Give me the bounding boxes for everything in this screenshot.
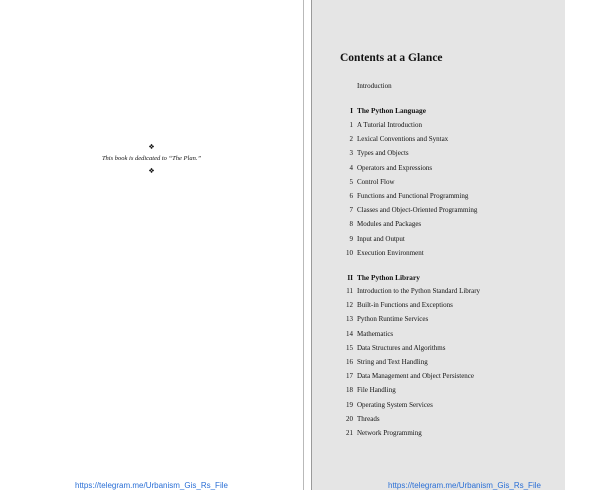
toc-chapter-number: 21 — [346, 429, 353, 437]
toc-chapter-number: 13 — [346, 315, 353, 323]
toc-chapter-title: String and Text Handling — [357, 358, 428, 366]
toc-chapter-number: 8 — [349, 220, 353, 228]
toc-chapter-title: Network Programming — [357, 429, 422, 437]
toc-chapter-number: 6 — [349, 192, 353, 200]
footer-link-right[interactable]: https://telegram.me/Urbanism_Gis_Rs_File — [388, 481, 541, 490]
toc-part-title: The Python Library — [357, 273, 420, 282]
footer-link-left[interactable]: https://telegram.me/Urbanism_Gis_Rs_File — [75, 481, 228, 490]
toc-chapter-title: Modules and Packages — [357, 220, 422, 228]
toc-chapter-number: 7 — [349, 206, 353, 214]
toc-chapter-number: 20 — [346, 415, 353, 423]
dedication-text: This book is dedicated to “The Plan.” — [101, 155, 202, 162]
toc-chapter-title: Python Runtime Services — [357, 315, 429, 323]
toc-chapter-title: File Handling — [357, 386, 396, 394]
toc-part-number: II — [347, 273, 353, 282]
page-dedication — [0, 0, 303, 490]
page-gutter — [304, 0, 311, 490]
contents-title: Contents at a Glance — [340, 52, 443, 64]
toc-part-number: I — [350, 106, 353, 115]
toc-chapter-number: 3 — [349, 149, 353, 157]
toc-chapter-number: 1 — [349, 121, 353, 129]
toc-chapter-title: Execution Environment — [357, 249, 424, 257]
toc-chapter-title: Data Management and Object Persistence — [357, 372, 475, 380]
toc-chapter-number: 5 — [349, 178, 353, 186]
toc-chapter-title: Types and Objects — [357, 149, 409, 157]
viewer-margin — [565, 0, 615, 490]
toc-chapter-number: 9 — [349, 235, 353, 243]
toc-chapter-number: 10 — [346, 249, 353, 257]
toc-chapter-title: Operating System Services — [357, 401, 433, 409]
toc-chapter-title: Functions and Functional Programming — [357, 192, 469, 200]
toc-chapter-number: 2 — [349, 135, 353, 143]
toc-chapter-number: 12 — [346, 301, 353, 309]
ornament-bottom-icon: ❖ — [148, 167, 155, 175]
toc-chapter-title: Built-in Functions and Exceptions — [357, 301, 453, 309]
toc-chapter-title: Mathematics — [357, 330, 394, 338]
ornament-top-icon: ❖ — [148, 143, 155, 151]
toc-part-title: The Python Language — [357, 106, 426, 115]
toc-chapter-title: Operators and Expressions — [357, 164, 433, 172]
toc-chapter-number: 14 — [346, 330, 353, 338]
toc-chapter-number: 16 — [346, 358, 353, 366]
toc-chapter-number: 11 — [346, 287, 353, 295]
toc-chapter-title: Classes and Object-Oriented Programming — [357, 206, 478, 214]
toc-chapter-title: Introduction to the Python Standard Library — [357, 287, 481, 295]
toc-chapter-title: Input and Output — [357, 235, 405, 243]
toc-introduction[interactable]: Introduction — [357, 82, 392, 90]
toc-chapter-number: 19 — [346, 401, 353, 409]
toc-chapter-number: 17 — [346, 372, 353, 380]
toc-chapter-number: 18 — [346, 386, 353, 394]
toc-chapter-title: A Tutorial Introduction — [357, 121, 422, 129]
toc-chapter-number: 4 — [349, 164, 353, 172]
toc-chapter-title: Data Structures and Algorithms — [357, 344, 446, 352]
toc-chapter-title: Threads — [357, 415, 380, 423]
toc-chapter-number: 15 — [346, 344, 353, 352]
toc-chapter-title: Control Flow — [357, 178, 395, 186]
toc-chapter-title: Lexical Conventions and Syntax — [357, 135, 449, 143]
